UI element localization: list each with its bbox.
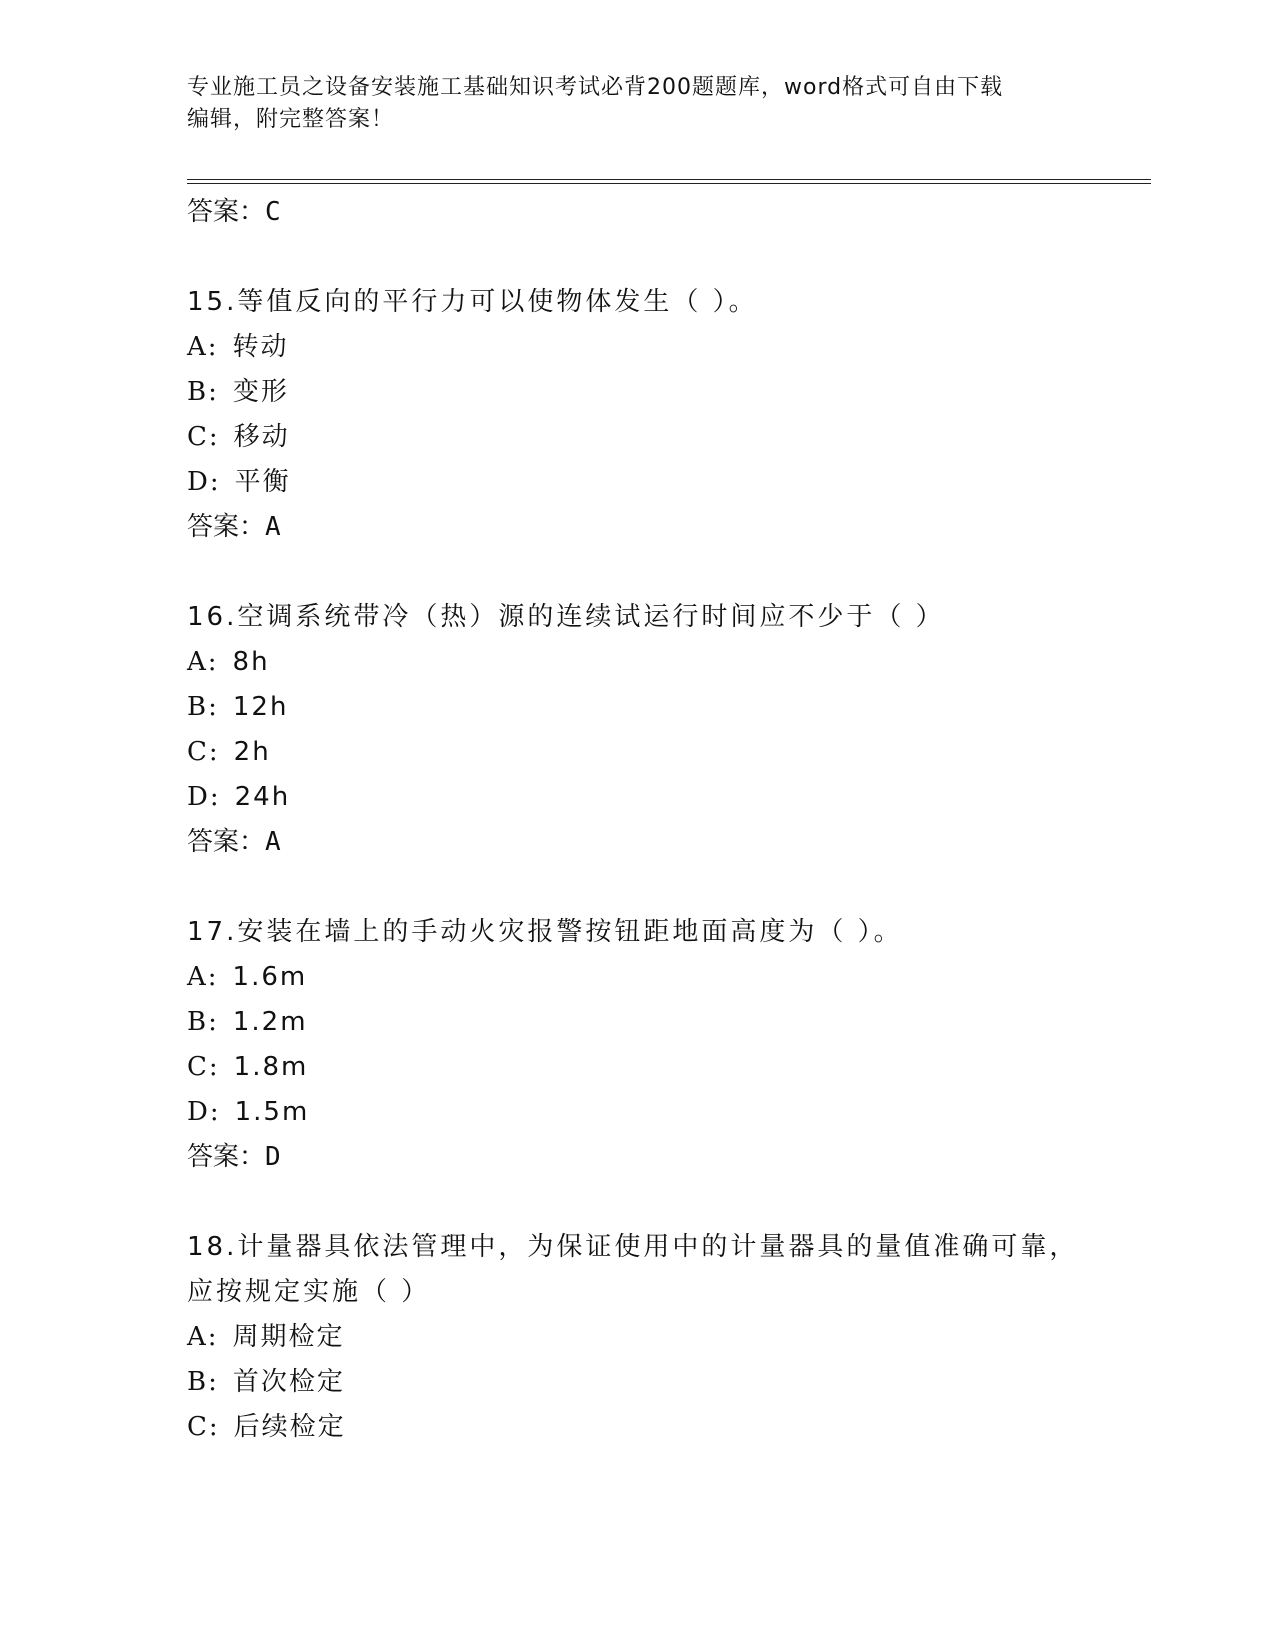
question-list	[187, 190, 1147, 1450]
option-c: C: 后续检定	[187, 1412, 346, 1442]
option-c: C: 1.8m	[187, 1052, 309, 1082]
option-a: A: 1.6m	[187, 962, 308, 992]
header-divider-bottom	[187, 183, 1151, 184]
answer-value: C	[265, 197, 281, 227]
document-header	[187, 72, 1067, 136]
answer-value: A	[265, 827, 281, 857]
question-text-line-1: 18.计量器具依法管理中，为保证使用中的计量器具的量值准确可靠，	[187, 1232, 1079, 1262]
option-d: D: 24h	[187, 782, 291, 812]
answer-line: 答案：A	[187, 827, 281, 857]
answer-value: D	[265, 1142, 281, 1172]
header-line-1: 专业施工员之设备安装施工基础知识考试必背200题题库，word格式可自由下载	[187, 75, 1004, 100]
option-b: B: 变形	[187, 377, 289, 407]
answer-line: 答案：D	[187, 1142, 281, 1172]
option-b: B: 1.2m	[187, 1007, 308, 1037]
option-a: A: 8h	[187, 647, 270, 677]
option-c: C: 移动	[187, 422, 290, 452]
option-c: C: 2h	[187, 737, 271, 767]
question-text: 16.空调系统带冷（热）源的连续试运行时间应不少于（ ）	[187, 602, 945, 632]
answer-value: A	[265, 512, 281, 542]
option-a: A: 转动	[187, 332, 289, 362]
option-b: B: 首次检定	[187, 1367, 345, 1397]
question-block-15	[187, 280, 1147, 550]
question-text: 15.等值反向的平行力可以使物体发生（ ）。	[187, 287, 758, 317]
option-d: D: 平衡	[187, 467, 291, 497]
question-text: 17.安装在墙上的手动火灾报警按钮距地面高度为（ ）。	[187, 917, 903, 947]
answer-line: 答案：A	[187, 512, 281, 542]
header-divider-top	[187, 179, 1151, 180]
question-block-17	[187, 910, 1147, 1180]
question-block-18	[187, 1225, 1147, 1450]
question-text-line-2: 应按规定实施（ ）	[187, 1277, 431, 1307]
option-b: B: 12h	[187, 692, 289, 722]
header-line-2: 编辑，附完整答案！	[187, 107, 395, 132]
option-a: A: 周期检定	[187, 1322, 345, 1352]
option-d: D: 1.5m	[187, 1097, 310, 1127]
question-block-16	[187, 595, 1147, 865]
answer-line: 答案：C	[187, 197, 281, 227]
